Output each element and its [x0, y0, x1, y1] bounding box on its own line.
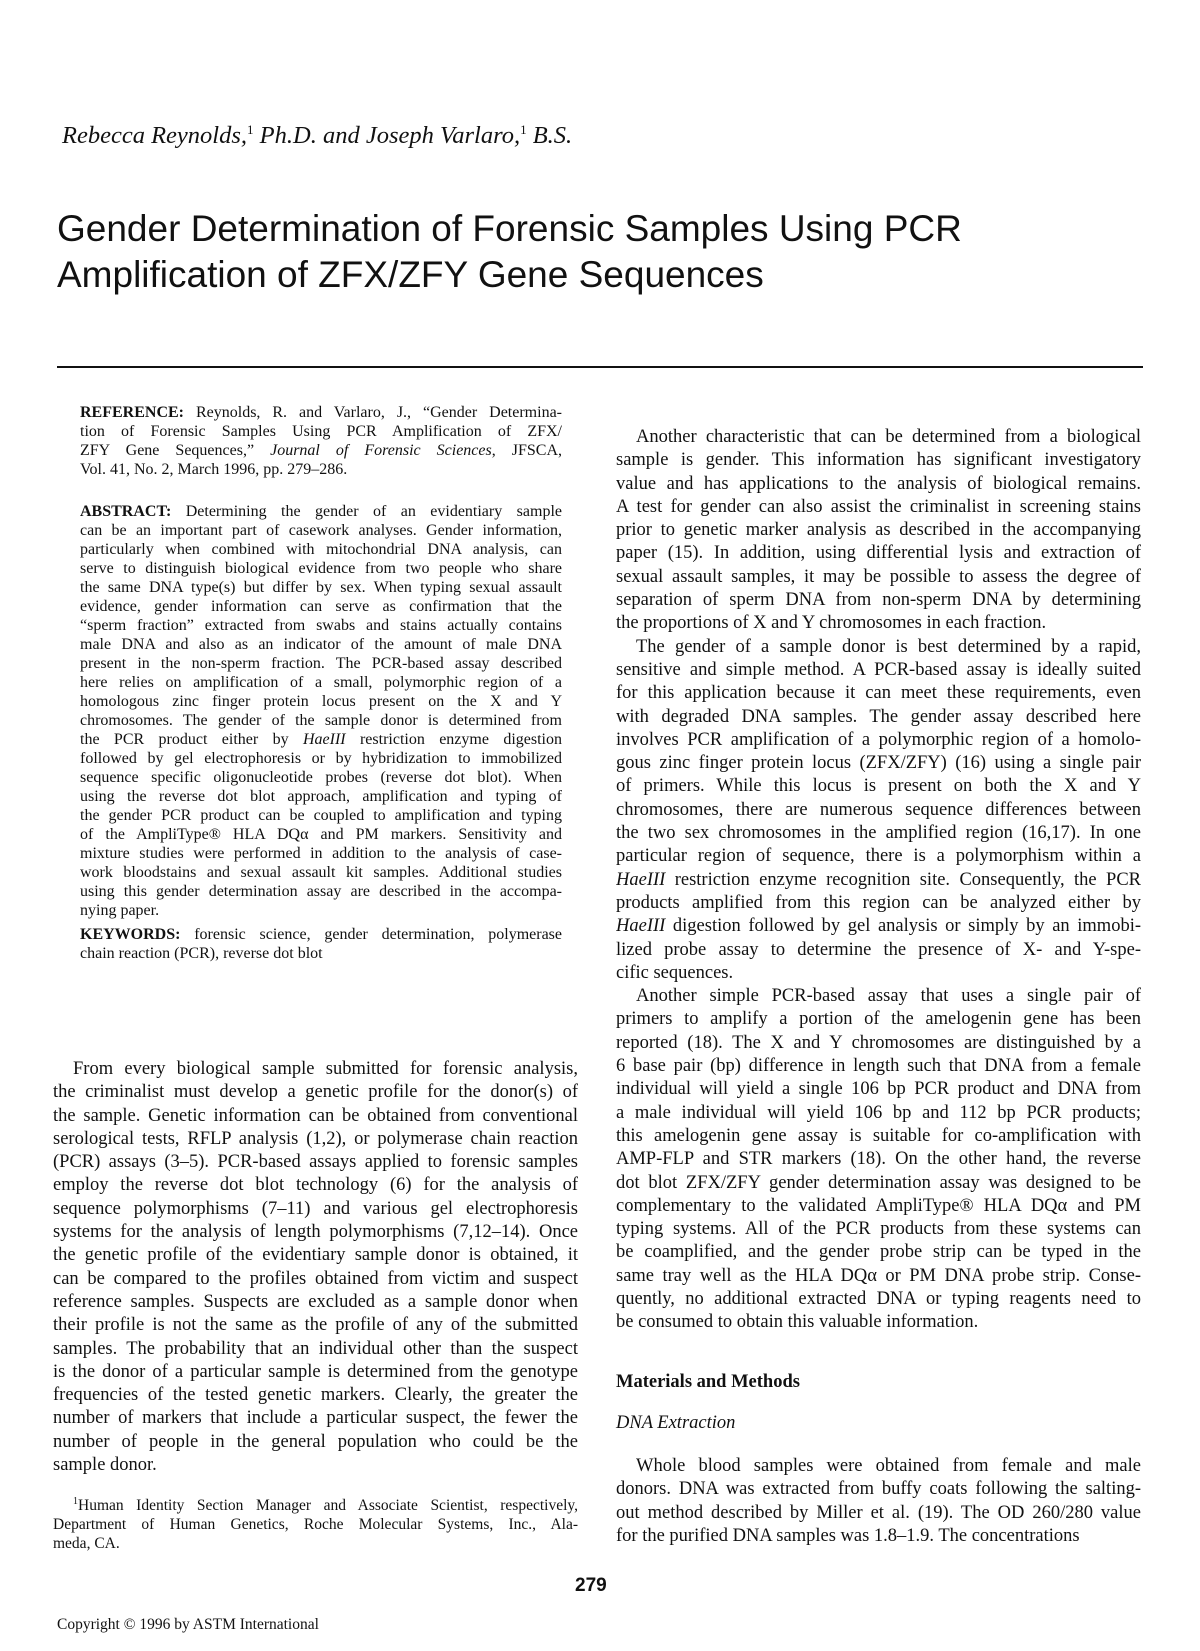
body-line: Another characteristic that can be determined from a biological	[636, 427, 1141, 447]
abstract-line: chromosomes. The gender of the sample donor is determined from	[80, 712, 562, 729]
abstract-line: here relies on amplification of a small, polymorphic region of a	[80, 674, 562, 691]
body-line: complementary to the validated AmpliType® HLA DQα and PM	[616, 1195, 1141, 1216]
body-line: reference samples. Suspects are excluded as a sample donor when	[53, 1291, 578, 1312]
paragraph-gender-characteristic	[616, 426, 1141, 636]
body-line: The gender of a sample donor is best determined by a rapid,	[636, 636, 1141, 657]
body-line: employ the reverse dot blot technology (6) for the analysis of	[53, 1175, 578, 1196]
body-line: this amelogenin gene assay is suitable for co-amplification with	[616, 1125, 1141, 1146]
body-line: AMP-FLP and STR markers (18). On the other hand, the reverse	[616, 1149, 1141, 1170]
footnote-mark: 1	[73, 1496, 78, 1507]
body-line: be consumed to obtain this valuable information.	[616, 1312, 979, 1333]
body-line: individual will yield a single 106 bp PCR product and DNA from	[616, 1079, 1141, 1100]
body-line: 6 base pair (bp) difference in length such that DNA from a female	[616, 1056, 1141, 1077]
reference-line: ZFY Gene Sequences,” Journal of Forensic Sciences, JFSCA,	[80, 442, 562, 459]
authors-line	[62, 122, 572, 150]
body-line: paper (15). In addition, using differential lysis and extraction of	[616, 543, 1141, 564]
body-line: sexual assault samples, it may be possible to assess the degree of	[616, 566, 1141, 587]
abstract-line: mixture studies were performed in addition to the analysis of case-	[80, 845, 562, 862]
paragraph-amelogenin	[616, 985, 1141, 1334]
abstract-line: present in the non-sperm fraction. The PCR-based assay described	[80, 655, 562, 672]
body-line: sample donor.	[53, 1455, 157, 1476]
body-line: be coamplified, and the gender probe strip can be typed in the	[616, 1242, 1141, 1263]
abstract-line: male DNA and also as an indicator of the amount of male DNA	[80, 636, 562, 653]
subsection-heading-dna-extraction: DNA Extraction	[616, 1412, 736, 1433]
body-line: typing systems. All of the PCR products from these systems can	[616, 1219, 1141, 1240]
title-line-1: Gender Determination of Forensic Samples Using PCR	[57, 208, 962, 249]
author-degree-2: B.S.	[532, 122, 573, 150]
author-affiliation-mark-2: 1	[520, 122, 527, 137]
reference-block	[80, 403, 562, 479]
body-line: primers to amplify a portion of the amelogenin gene has been	[616, 1009, 1141, 1030]
body-line: the genetic profile of the evidentiary sample donor is obtained, it	[53, 1245, 578, 1266]
author-degree-and-name-2: Ph.D. and Joseph Varlaro,	[259, 122, 521, 150]
body-line: can be compared to the profiles obtained from victim and suspect	[53, 1268, 578, 1289]
article-title	[57, 206, 1137, 298]
body-line: separation of sperm DNA from non-sperm DNA by determining	[616, 590, 1141, 611]
abstract-line: using the reverse dot blot approach, amplification and typing of	[80, 788, 562, 805]
footnote-line: $^1$Human Identity Section Manager and Associate Scientist, respectively,	[73, 1496, 578, 1515]
body-line: reported (18). The X and Y chromosomes are distinguished by a	[616, 1032, 1141, 1053]
body-line: frequencies of the tested genetic markers. Clearly, the greater the	[53, 1385, 578, 1406]
body-line: HaeIII restriction enzyme recognition site. Consequently, the PCR	[616, 869, 1141, 890]
body-line: out method described by Miller et al. (19). The OD 260/280 value	[616, 1502, 1141, 1523]
keywords-line: KEYWORDS: forensic science, gender determination, polymerase	[80, 926, 562, 943]
right-column	[616, 426, 1141, 1548]
body-line: the proportions of X and Y chromosomes in each fraction.	[616, 613, 1047, 634]
body-line: the sample. Genetic information can be obtained from conventional	[53, 1105, 578, 1126]
body-line: products amplified from this region can be analyzed either by	[616, 892, 1141, 913]
abstract-line: work bloodstains and sexual assault kit samples. Additional studies	[80, 864, 562, 881]
reference-line: tion of Forensic Samples Using PCR Amplification of ZFX/	[80, 423, 562, 440]
affiliation-footnote	[53, 1492, 578, 1553]
abstract-line: can be an important part of casework analyses. Gender information,	[80, 522, 562, 539]
body-line: sample is gender. This information has significant investigatory	[616, 450, 1141, 471]
abstract-block	[80, 502, 562, 920]
body-line: value and has applications to the analysis of biological remains.	[616, 473, 1141, 494]
body-line: particular region of sequence, there is a polymorphism within a	[616, 846, 1141, 867]
body-line: serological tests, RFLP analysis (1,2), or polymerase chain reaction	[53, 1128, 578, 1149]
author-affiliation-mark-1: 1	[247, 122, 254, 137]
abstract-line: sequence specific oligonucleotide probes (reverse dot blot). When	[80, 769, 562, 786]
section-heading-materials-methods: Materials and Methods	[616, 1371, 800, 1392]
abstract-line: nying paper.	[80, 902, 160, 919]
abstract-line: using this gender determination assay are described in the accompa-	[80, 883, 562, 900]
body-line: for this application because it can meet these requirements, even	[616, 683, 1141, 704]
body-line: Another simple PCR-based assay that uses a single pair of	[636, 986, 1141, 1007]
body-line: gous zinc finger protein locus (ZFX/ZFY) (16) using a single pair	[616, 753, 1141, 774]
body-line: chromosomes, there are numerous sequence differences between	[616, 799, 1141, 820]
abstract-line: “sperm fraction” extracted from swabs and stains actually contains	[80, 617, 562, 634]
footnote-line: meda, CA.	[53, 1535, 120, 1553]
abstract-line: homologous zinc finger protein locus present on the X and Y	[80, 693, 562, 710]
body-line: same tray well as the HLA DQα or PM DNA probe strip. Conse-	[616, 1265, 1141, 1286]
title-divider	[57, 366, 1143, 368]
body-line: From every biological sample submitted for forensic analysis,	[73, 1059, 578, 1079]
abstract-line: the same DNA type(s) but differ by sex. When typing sexual assault	[80, 579, 562, 596]
reference-line: REFERENCE: Reynolds, R. and Varlaro, J., “Gender Determina-	[80, 404, 562, 421]
footnote-line: Department of Human Genetics, Roche Molecular Systems, Inc., Ala-	[53, 1516, 578, 1534]
body-line: their profile is not the same as the profile of any of the submitted	[53, 1315, 578, 1336]
body-line: Whole blood samples were obtained from female and male	[636, 1456, 1141, 1477]
abstract-line: followed by gel electrophoresis or by hybridization to immobilized	[80, 750, 562, 767]
body-line: lized probe assay to determine the presence of X- and Y-spe-	[616, 939, 1141, 960]
paragraph-dna-extraction	[616, 1455, 1141, 1548]
abstract-line: particularly when combined with mitochondrial DNA analysis, can	[80, 541, 562, 558]
body-line: A test for gender can also assist the criminalist in screening stains	[616, 496, 1141, 517]
body-line: number of markers that include a particular suspect, the fewer the	[53, 1408, 578, 1429]
body-line: for the purified DNA samples was 1.8–1.9. The concentrations	[616, 1526, 1080, 1547]
body-line: (PCR) assays (3–5). PCR-based assays applied to forensic samples	[53, 1152, 578, 1173]
body-line: prior to genetic marker analysis as described in the accompanying	[616, 520, 1141, 541]
paragraph-gender-assay	[616, 636, 1141, 985]
body-line: involves PCR amplification of a polymorphic region of a homolo-	[616, 729, 1141, 750]
body-line: with degraded DNA samples. The gender assay described here	[616, 706, 1141, 727]
abstract-line: the gender PCR product can be coupled to amplification and typing	[80, 807, 562, 824]
body-line: number of people in the general population who could be the	[53, 1431, 578, 1452]
title-line-2: Amplification of ZFX/ZFY Gene Sequences	[57, 254, 764, 295]
body-line: a male individual will yield 106 bp and 112 bp PCR products;	[616, 1102, 1141, 1123]
abstract-line: evidence, gender information can serve as confirmation that the	[80, 598, 562, 615]
body-line: donors. DNA was extracted from buffy coats following the salting-	[616, 1479, 1141, 1500]
abstract-line: the PCR product either by HaeIII restriction enzyme digestion	[80, 731, 562, 748]
abstract-line: ABSTRACT: Determining the gender of an evidentiary sample	[80, 503, 562, 520]
intro-paragraph	[53, 1058, 578, 1477]
body-line: HaeIII digestion followed by gel analysis or simply by an immobi-	[616, 916, 1141, 937]
body-line: cific sequences.	[616, 962, 734, 983]
body-line: of primers. While this locus is present on both the X and Y	[616, 776, 1141, 797]
body-line: systems for the analysis of length polymorphisms (7,12–14). Once	[53, 1222, 578, 1243]
author-name-1: Rebecca Reynolds,	[62, 122, 248, 150]
body-line: quently, no additional extracted DNA or typing reagents need to	[616, 1288, 1141, 1309]
keywords-line: chain reaction (PCR), reverse dot blot	[80, 945, 323, 962]
reference-line: Vol. 41, No. 2, March 1996, pp. 279–286.	[80, 461, 348, 478]
body-line: sensitive and simple method. A PCR-based assay is ideally suited	[616, 659, 1141, 680]
abstract-line: serve to distinguish biological evidence from two people who share	[80, 560, 562, 577]
body-line: dot blot ZFX/ZFY gender determination assay was designed to be	[616, 1172, 1141, 1193]
copyright-notice: Copyright © 1996 by ASTM International	[57, 1616, 319, 1633]
keywords-block	[80, 925, 562, 963]
body-line: the two sex chromosomes in the amplified region (16,17). In one	[616, 823, 1141, 844]
page-number: 279	[575, 1575, 607, 1596]
body-line: the criminalist must develop a genetic profile for the donor(s) of	[53, 1082, 578, 1103]
body-line: samples. The probability that an individual other than the suspect	[53, 1338, 578, 1359]
body-line: is the donor of a particular sample is determined from the genotype	[53, 1361, 578, 1382]
body-line: sequence polymorphisms (7–11) and various gel electrophoresis	[53, 1198, 578, 1219]
abstract-line: of the AmpliType® HLA DQα and PM markers. Sensitivity and	[80, 826, 562, 843]
